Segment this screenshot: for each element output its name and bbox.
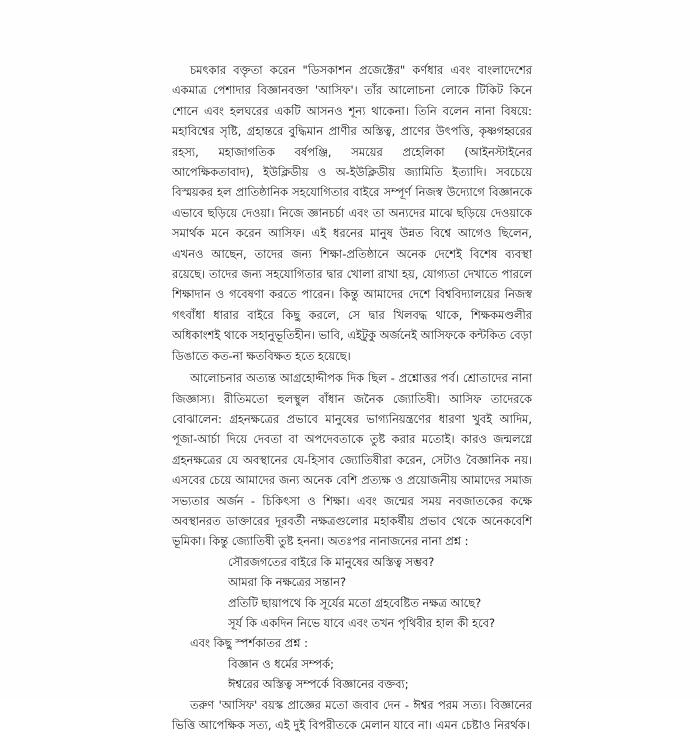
paragraph-intro: চমৎকার বক্তৃতা করেন "ডিসকাশন প্রজেক্টের" কর্ণধার এবং বাংলাদেশের একমাত্র পেশাদার বিজ্ঞানবক্তা 'আসিফ'। তাঁর আলোচনা লোকে টিকিট কিনে শোনে এবং হলঘরের একটি আসনও শূন্য থাকেনা। তিনি বলেন নানা বিষয়ে: মহাবিশ্বের সৃষ্টি, গ্রহান্তরে বুদ্ধিমান প্রাণীর অস্তিত্ব, প্রাণের উৎপত্তি, কৃষ্ণগহ্বরের রহস্য, মহাজাগতিক বর্ষপঞ্জি, সময়ের প্রহেলিকা (আইনস্টাইনের আপেক্ষিকতাবাদ), ইউক্লিডীয় ও অ-ইউক্লিডীয় জ্যামিতি ইত্যাদি। সবচেয়ে বিস্ময়কর হল প্রাতিষ্ঠানিক সহযোগিতার বাইরে সম্পূর্ণ নিজস্ব উদ্যোগে বিজ্ঞানকে এভাবে ছড়িয়ে দেওয়া। নিজে জ্ঞানচর্চা এবং তা অন্যদের মাঝে ছড়িয়ে দেওয়াকে সমার্থক মনে করেন আসিফ। এই ধরনের মানুষ উন্নত বিশ্বে আগেও ছিলেন, এখনও আছেন, তাদের জন্য শিক্ষা-প্রতিষ্ঠানে অনেক দেশেই বিশেষ ব্যবস্থা রয়েছে। তাদের জন্য সহযোগিতার দ্বার খোলা রাখা হয়, যোগ্যতা দেখাতে পারলে শিক্ষাদান ও গবেষণা করতে পারেন। কিন্তু আমাদের দেশে বিশ্ববিদ্যালয়ের নিজস্ব গৎবাঁধা ধারার বাইরে কিছু করলে, সে দ্বার খিলবদ্ধ থাকে, শিক্ষকমণ্ডলীর অধিকাংশই থাকে সহানুভূতিহীন। ভাবি, এইটুকু অর্জনেই আসিফকে কন্টকিত বেড়া ডিঙাতে কত-না ক্ষতবিক্ষত হতে হয়েছে। [172, 63, 532, 363]
sensitive-questions-lead: এবং কিছু স্পর্শকাতর প্রশ্ন : [190, 636, 308, 651]
question-list [172, 552, 532, 695]
sensitive-question-item: বিজ্ঞান ও ধর্মের সম্পর্ক; [228, 656, 334, 671]
sensitive-question-item: ঈশ্বরের অস্তিত্ব সম্পর্কে বিজ্ঞানের বক্তব্য; [228, 677, 409, 692]
paragraph-answer: তরুণ 'আসিফ' বয়স্ক প্রাজ্ঞের মতো জবাব দেন - ঈশ্বর পরম সত্য। বিজ্ঞানের ভিত্তি আপেক্ষিক সত্য, এই দুই বিপরীতকে মেলান যাবে না। এমন চেষ্টাও নিরর্থক। [172, 697, 532, 732]
question-item: সূর্য কি একদিন নিভে যাবে এবং তখন পৃথিবীর হাল কী হবে? [228, 615, 496, 630]
question-item: সৌরজগতের বাইরে কি মানুষের অস্তিত্ব সম্ভব? [228, 554, 435, 569]
body-text [172, 60, 532, 735]
paragraph-qa: আলোচনার অত্যন্ত আগ্রহোদ্দীপক দিক ছিল - প্রশ্নোত্তর পর্ব। শ্রোতাদের নানা জিজ্ঞাস্য। রীতিমতো হুলস্থুল বাঁধান জনৈক জ্যোতিষী। আসিফ তাদেরকে বোঝালেন: গ্রহনক্ষত্রের প্রভাবে মানুষের ভাগ্যনিয়ন্ত্রণের ধারণা খুবই আদিম, পূজা-আর্চা দিয়ে দেবতা বা অপদেবতাকে তুষ্ট করার মতোই। কারও জন্মলগ্নে গ্রহনক্ষত্রের যে অবস্থানের যে-হিসাব জ্যোতিষীরা করেন, সেটাও বৈজ্ঞানিক নয়। এসবের চেয়ে আমাদের জন্য অনেক বেশি প্রত্যক্ষ ও প্রয়োজনীয় আমাদের সমাজ সভ্যতার অর্জন - চিকিৎসা ও শিক্ষা। এবং জন্মের সময় নবজাতকের কক্ষে অবস্থানরত ডাক্তারের দূরবর্তী নক্ষত্রগুলোর মহাকর্ষীয় প্রভাব থেকে অনেকবেশি ভূমিকা। কিন্তু জ্যোতিষী তুষ্ট হননা। অতঃপর নানাজনের নানা প্রশ্ন : [172, 371, 532, 549]
question-item: আমরা কি নক্ষত্রের সন্তান? [228, 575, 347, 590]
question-item: প্রতিটি ছায়াপথে কি সূর্যের মতো গ্রহবেষ্টিত নক্ষত্র আছে? [228, 595, 482, 610]
